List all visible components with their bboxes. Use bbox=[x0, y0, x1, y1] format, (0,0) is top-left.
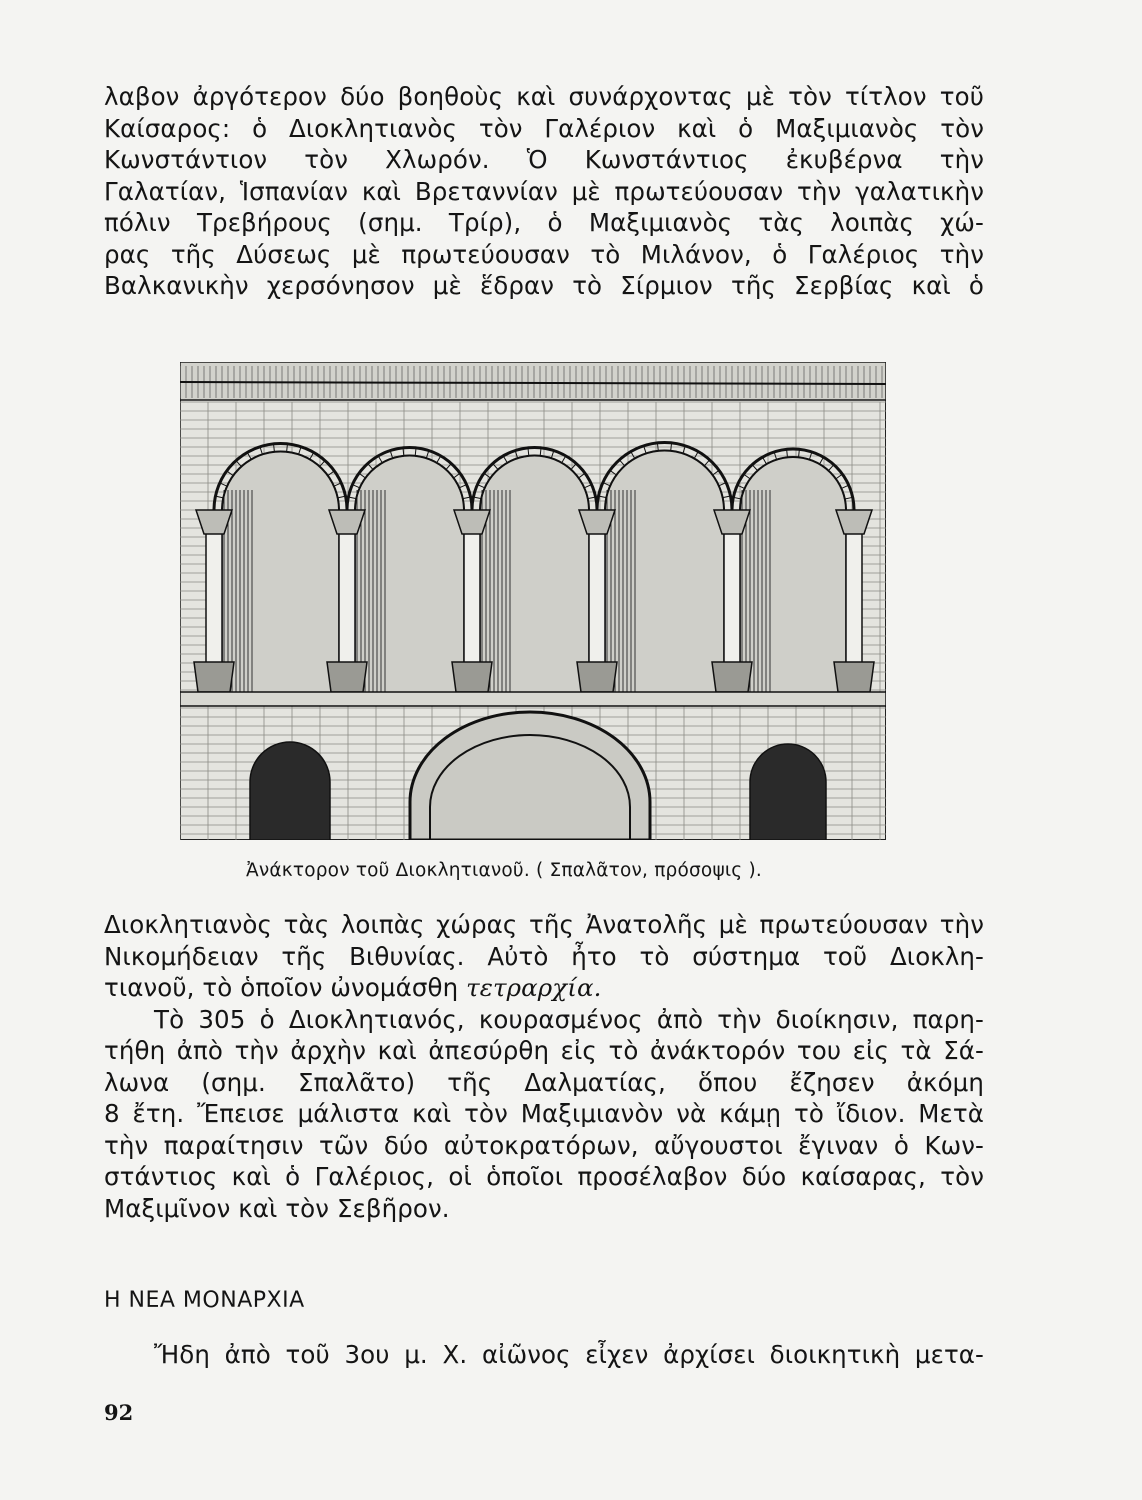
section-heading: Η ΝΕΑ ΜΟΝΑΡΧΙΑ bbox=[104, 1288, 305, 1313]
column-shaft bbox=[589, 532, 605, 664]
text-line: λωνα (σημ. Σπαλᾶτο) τῆς Δαλματίας, ὅπου ἔζησεν ἀκόμη bbox=[104, 1067, 984, 1097]
paragraph-2-and-3 bbox=[104, 910, 984, 1225]
arch-opening bbox=[355, 456, 464, 703]
column-shaft bbox=[206, 532, 222, 664]
column-shaft bbox=[724, 532, 740, 664]
string-course bbox=[180, 692, 886, 706]
palace-illustration bbox=[180, 362, 886, 840]
right-niche bbox=[750, 744, 826, 840]
text-line: τήθη ἀπὸ τὴν ἀρχὴν καὶ ἀπεσύρθη εἰς τὸ ἀνάκτορόν του εἰς τὰ Σά- bbox=[104, 1036, 984, 1065]
text-line: Καίσαρος: ὁ Διοκλητιανὸς τὸν Γαλέριον καὶ ὁ Μαξιμιανὸς τὸν bbox=[104, 113, 984, 143]
figure-caption: Ἀνάκτορον τοῦ Διοκλητιανοῦ. ( Σπαλᾶτον, πρόσοψις ). bbox=[246, 860, 762, 881]
text-line: Βαλκανικὴν χερσόνησον μὲ ἕδραν τὸ Σίρμιον τῆς Σερβίας καὶ ὁ bbox=[104, 271, 984, 300]
text-line: Διοκλητιανὸς τὰς λοιπὰς χώρας τῆς Ἀνατολῆς μὲ πρωτεύουσαν τὴν bbox=[104, 910, 984, 939]
column-bracket bbox=[577, 662, 617, 692]
text-line: Τὸ 305 ὁ Διοκλητιανός, κουρασμένος ἀπὸ τὴν διοίκησιν, παρη- bbox=[154, 1004, 984, 1034]
arch-opening bbox=[740, 457, 846, 702]
column-bracket bbox=[327, 662, 367, 692]
text-line bbox=[104, 973, 984, 1005]
arch-opening bbox=[480, 456, 589, 703]
text-line: ρας τῆς Δύσεως μὲ πρωτεύουσαν τὸ Μιλάνον, ὁ Γαλέριος τὴν bbox=[104, 239, 984, 269]
column-shaft bbox=[464, 532, 480, 664]
column-bracket bbox=[712, 662, 752, 692]
column-bracket bbox=[194, 662, 234, 692]
text-line: Κωνστάντιον τὸν Χλωρόν. Ὁ Κωνστάντιος ἐκυβέρνα τὴν bbox=[104, 145, 984, 174]
paragraph-4 bbox=[104, 1340, 984, 1372]
text-line: τὴν παραίτησιν τῶν δύο αὐτοκρατόρων, αὔγουστοι ἔγιναν ὁ Κων- bbox=[104, 1130, 984, 1160]
page-number: 92 bbox=[104, 1400, 134, 1425]
term-tetrarchy: τετραρχία. bbox=[466, 973, 602, 1002]
column-bracket bbox=[834, 662, 874, 692]
text-run: τιανοῦ, τὸ ὁποῖον ὠνομάσθη bbox=[104, 973, 467, 1002]
column-shaft bbox=[339, 532, 355, 664]
text-line: λαβον ἀργότερον δύο βοηθοὺς καὶ συνάρχοντας μὲ τὸν τίτλον τοῦ bbox=[104, 82, 984, 111]
palace-facade-engraving bbox=[180, 362, 886, 840]
column-bracket bbox=[452, 662, 492, 692]
text-line: πόλιν Τρεβήρους (σημ. Τρίρ), ὁ Μαξιμιανὸς τὰς λοιπὰς χώ- bbox=[104, 208, 984, 237]
paragraph-1 bbox=[104, 82, 984, 303]
left-niche bbox=[250, 742, 330, 840]
text-line: Μαξιμῖνον καὶ τὸν Σεβῆρον. bbox=[104, 1193, 450, 1223]
text-line: Ἤδη ἀπὸ τοῦ 3ου μ. Χ. αἰῶνος εἶχεν ἀρχίσει διοικητικὴ μετα- bbox=[154, 1340, 984, 1369]
text-line: στάντιος καὶ ὁ Γαλέριος, οἱ ὁποῖοι προσέλαβον δύο καίσαρας, τὸν bbox=[104, 1162, 984, 1191]
text-line: 8 ἔτη. Ἔπεισε μάλιστα καὶ τὸν Μαξιμιανὸν νὰ κάμῃ τὸ ἴδιον. Μετὰ bbox=[104, 1099, 984, 1128]
column-shaft bbox=[846, 532, 862, 664]
text-line: Νικομήδειαν τῆς Βιθυνίας. Αὐτὸ ἦτο τὸ σύστημα τοῦ Διοκλη- bbox=[104, 941, 984, 971]
text-line: Γαλατίαν, Ἱσπανίαν καὶ Βρεταννίαν μὲ πρωτεύουσαν τὴν γαλατικὴν bbox=[104, 176, 984, 206]
